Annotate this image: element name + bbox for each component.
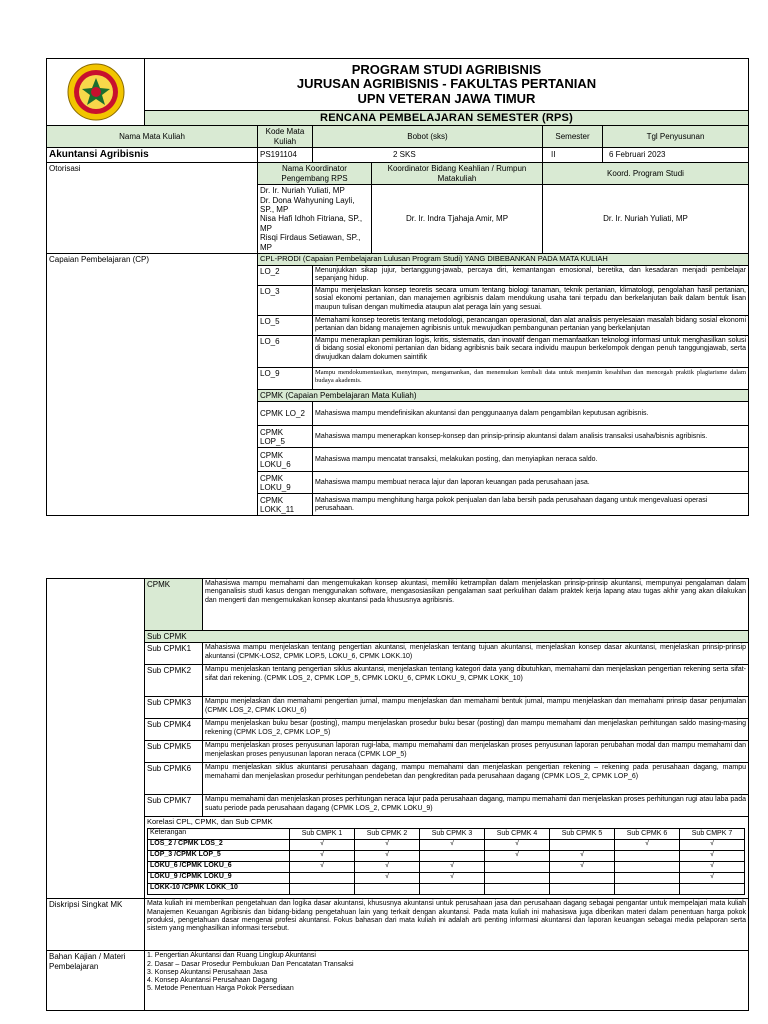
col-tgl-header: Tgl Penyusunan [603, 126, 749, 148]
cpmk-label: CPMK [145, 579, 203, 631]
sub-cpmk-code: Sub CPMK2 [145, 665, 203, 697]
korelasi-cell [145, 817, 749, 899]
cpl-code: LO_9 [258, 368, 313, 390]
cpl-code: LO_6 [258, 336, 313, 368]
cpl-code: LO_3 [258, 286, 313, 316]
korelasi-header: Keterangan [148, 829, 290, 840]
cpmk-text: Mahasiswa mampu menerapkan konsep-konsep dan prinsip-prinsip akuntansi dalam analisis transaksi usaha/bisnis agribisnis. [313, 426, 749, 448]
sub-cpmk-code: Sub CPMK3 [145, 697, 203, 719]
check-mark [615, 884, 680, 895]
cp-label: Capaian Pembelajaran (CP) [47, 254, 258, 516]
check-mark: √ [550, 851, 615, 862]
check-mark: √ [355, 851, 420, 862]
check-mark: √ [680, 862, 745, 873]
korelasi-row-label: LOKK-10 /CPMK LOKK_10 [148, 884, 290, 895]
bahan-item: 2. Dasar – Dasar Prosedur Pembukuan Dan Pencatatan Transaksi [147, 960, 354, 968]
pengembang-name: Nisa Hafi Idhoh Fitriana, SP., MP [260, 214, 363, 233]
check-mark: √ [420, 873, 485, 884]
prodi-name: Dr. Ir. Nuriah Yuliati, MP [543, 185, 749, 254]
korelasi-header: Sub CPMK 5 [550, 829, 615, 840]
pengembang-header: Nama Koordinator Pengembang RPS [258, 163, 372, 185]
col-kode-header: Kode Mata Kuliah [258, 126, 313, 148]
otorisasi-label: Otorisasi [47, 163, 258, 254]
check-mark [355, 884, 420, 895]
bahan-item: 1. Pengertian Akuntansi dan Ruang Lingkup Akuntansi [147, 952, 316, 960]
check-mark: √ [290, 862, 355, 873]
check-mark: √ [290, 840, 355, 851]
pengembang-names [258, 185, 372, 254]
check-mark [420, 884, 485, 895]
course-code: PS191104 [258, 148, 313, 163]
korelasi-row-label: LOS_2 / CPMK LOS_2 [148, 840, 290, 851]
check-mark: √ [680, 873, 745, 884]
korelasi-header: Sub CPMK 6 [615, 829, 680, 840]
sub-cpmk-code: Sub CPMK1 [145, 643, 203, 665]
check-mark [550, 873, 615, 884]
course-sks: 2 SKS [313, 148, 543, 163]
sub-cpmk-code: Sub CPMK4 [145, 719, 203, 741]
bahan-item: 4. Konsep Akuntansi Perusahaan Dagang [147, 977, 277, 985]
cpmk-text: Mahasiswa mampu mencatat transaksi, melakukan posting, dan menyiapkan neraca saldo. [313, 448, 749, 472]
sub-cpmk-text: Mampu menjelaskan tentang pengertian siklus akuntansi, menjelaskan tentang kategori data yang dibutuhkan, memahami dan menjelaskan pengertian rekening serta sifat-sifat dari rekening. (CPMK LOS_2, CPMK LOP_5, CPMK LOKU_6, CPMK LOKU_9, CPMK LOKK_10) [203, 665, 749, 697]
check-mark [680, 884, 745, 895]
check-mark: √ [420, 840, 485, 851]
check-mark: √ [680, 840, 745, 851]
cpl-header: CPL-PRODI (Capaian Pembelajaran Lulusan Program Studi) YANG DIBEBANKAN PADA MATA KULIAH [258, 254, 749, 266]
sub-cpmk-code: Sub CPMK6 [145, 763, 203, 795]
check-mark [290, 873, 355, 884]
check-mark [290, 884, 355, 895]
deskripsi-label: Diskripsi Singkat MK [47, 899, 145, 951]
check-mark [550, 840, 615, 851]
cpl-code: LO_2 [258, 266, 313, 286]
korelasi-table [147, 828, 745, 895]
title-line-2: JURUSAN AGRIBISNIS - FAKULTAS PERTANIAN [296, 76, 597, 92]
check-mark: √ [355, 840, 420, 851]
col-semester-header: Semester [543, 126, 603, 148]
check-mark [615, 873, 680, 884]
check-mark [420, 851, 485, 862]
check-mark: √ [680, 851, 745, 862]
program-title [145, 59, 749, 111]
check-mark [485, 884, 550, 895]
title-line-1: PROGRAM STUDI AGRIBISNIS [351, 61, 542, 77]
cpmk-text: Mahasiswa mampu mendefinisikan akuntansi dan penggunaanya dalam pengambilan keputusan agribisnis. [313, 402, 749, 426]
korelasi-title: Korelasi CPL, CPMK, dan Sub CPMK [147, 817, 273, 827]
course-name: Akuntansi Agribisnis [47, 148, 258, 163]
course-semester: II [543, 148, 603, 163]
pengembang-name: Risqi Firdaus Setiawan, SP., MP [260, 233, 361, 252]
cpmk-code: CPMK LOKK_11 [258, 494, 313, 516]
check-mark: √ [420, 862, 485, 873]
cpl-text: Mampu menjelaskan konsep teoretis secara umum tentang biologi tanaman, teknik pertanian, klimatologi, pengolahan hasil pertanian, sosial ekonomi pertanian, dan manajemen agribisnis dalam mendukung usaha tani terpadu dan berkelanjutan baik dalam bentuk lisan maupun tulisan dengan multimedia ataupun alat peraga lain yang sesuai. [313, 286, 749, 316]
cpmk-code: CPMK LOP_5 [258, 426, 313, 448]
prodi-header: Koord. Program Studi [543, 163, 749, 185]
check-mark: √ [355, 873, 420, 884]
cpl-text: Memahami konsep teoretis tentang metodologi, perancangan operasional, dan alat analisis penyelesaian masalah bidang sosial ekonomi pertanian dan bidang manajemen agribisnis untuk mewujudkan pembangunan pertanian yang berkelanjutan [313, 316, 749, 336]
korelasi-row-label: LOP_3 /CPMK LOP_5 [148, 851, 290, 862]
logo-cell [47, 59, 145, 126]
title-line-3: UPN VETERAN JAWA TIMUR [357, 90, 536, 106]
col-bobot-header: Bobot (sks) [313, 126, 543, 148]
cpmk-text: Mahasiswa mampu membuat neraca lajur dan laporan keuangan pada perusahaan jasa. [313, 472, 749, 494]
sub-cpmk-text: Mahasiswa mampu menjelaskan tentang pengertian akuntansi, menjelaskan tentang tujuan akuntansi, menjelaskan konsep dasar akuntansi, menjelaskan prinsip-prinsip akuntansi (CPMK-LOS2, CPMK LOP.5, LOKU_6, CPMK LOKK.10) [203, 643, 749, 665]
bidang-header: Koordinator Bidang Keahlian / Rumpun Matakuliah [372, 163, 543, 185]
cpl-text: Menunjukkan sikap jujur, bertanggung-jawab, percaya diri, kemantangan emosional, beretika, dan kesadaran menjadi pembelajar sepanjang hidup. [313, 266, 749, 286]
deskripsi-text: Mata kuliah ini memberikan pengetahuan dan logika dasar akuntansi, khususnya akuntansi untuk perusahaan jasa dan perusahaan dagang sebagai pengantar untuk mempelajari mata kuliah Manajemen Keuangan Agribisnis dan bidang-bidang pengetahuan lain yang terkait dengan akuntansi. Pada mata kuliah ini mahasiswa juga diberikan materi dalam penentuan harga pokok produksi, pengetahuan dasar mengenai profesi akuntansi. Fokus bahasan dari mata kuliah ini adalah arti penting informasi akuntansi dan laporan keuangan sebagai media pelaporan serta sistem yang menghasilkan informasi tersebut. [145, 899, 749, 951]
bahan-item: 3. Konsep Akuntansi Perusahaan Jasa [147, 968, 268, 976]
cpmk-code: CPMK LOKU_6 [258, 448, 313, 472]
col-nama-header: Nama Mata Kuliah [47, 126, 258, 148]
cpmk-code: CPMK LOKU_9 [258, 472, 313, 494]
blank-left-column [47, 579, 145, 899]
sub-cpmk-text: Mampu menjelaskan buku besar (posting), mampu menjelaskan prosedur buku besar (posting) dan mampu memahami dan menjelaskan perhitungan saldo masing-masing rekening (CPMK LOS_2, CPMK LOP_5) [203, 719, 749, 741]
rps-subtitle: RENCANA PEMBELAJARAN SEMESTER (RPS) [145, 111, 749, 126]
rps-header-table [46, 58, 749, 516]
sub-cpmk-header: Sub CPMK [145, 631, 749, 643]
course-date: 6 Februari 2023 [603, 148, 749, 163]
korelasi-header: Sub CMPK 1 [290, 829, 355, 840]
korelasi-header: Sub CPMK 3 [420, 829, 485, 840]
cpl-text: Mampu mendokumentasikan, menyimpan, mengamankan, dan menemukan kembali data untuk menjamin kesahihan dan mencegah praktik plagiarisme dalam budaya akademis. [313, 368, 749, 390]
rps-page2-table [46, 578, 749, 1011]
bidang-name: Dr. Ir. Indra Tjahaja Amir, MP [372, 185, 543, 254]
sub-cpmk-code: Sub CPMK5 [145, 741, 203, 763]
korelasi-row-label: LOKU_9 /CPMK LOKU_9 [148, 873, 290, 884]
pengembang-name: Dr. Ir. Nuriah Yuliati, MP [260, 186, 345, 196]
bahan-item: 5. Metode Penentuan Harga Pokok Persediaan [147, 985, 294, 993]
bahan-label: Bahan Kajian / Materi Pembelajaran [47, 951, 145, 1011]
cpmk-header: CPMK (Capaian Pembelajaran Mata Kuliah) [258, 390, 749, 402]
korelasi-header: Sub CPMK 2 [355, 829, 420, 840]
check-mark: √ [615, 840, 680, 851]
sub-cpmk-text: Mampu menjelaskan siklus akuntansi perusahaan dagang, mampu memahami dan menjelaskan pengertian rekening – rekening pada perusahaan dagang, mampu memahami dan menjelaskan prosedur perhitungan pendebetan dan pengkreditan pada perusahaan dagang (CPMK LOS_2, CPMK LOP_6) [203, 763, 749, 795]
pengembang-name: Dr. Dona Wahyuning Layli, SP., MP [260, 195, 355, 214]
sub-cpmk-text: Mampu memahami dan menjelaskan proses perhitungan neraca lajur pada perusahaan dagang, mampu memahami dan menjelaskan proses perhitungan rugi atau laba pada suatu periode pada perusahaan dagang (CPMK LOS_2, CPMK LOKU_9) [203, 795, 749, 817]
check-mark: √ [550, 862, 615, 873]
korelasi-header: Sub CMPK 7 [680, 829, 745, 840]
sub-cpmk-code: Sub CPMK7 [145, 795, 203, 817]
bahan-list [145, 951, 749, 1011]
check-mark: √ [485, 840, 550, 851]
sub-cpmk-text: Mampu menjelaskan proses penyusunan laporan rugi-laba, mampu memahami dan menjelaskan proses penyusunan laporan perubahan modal dan mampu memahami dan menjelaskan proses penyusunan laporan neraca (CPMK LOP_5) [203, 741, 749, 763]
korelasi-row-label: LOKU_6 /CPMK LOKU_6 [148, 862, 290, 873]
check-mark [485, 873, 550, 884]
cpl-text: Mampu menerapkan pemikiran logis, kritis, sistematis, dan inovatif dengan memanfaatkan teknologi informasi untuk menghasilkan solusi di bidang sosial ekonomi pertanian dan bidang agribisnis baik secara individu maupun berkelompok dengan penuh tanggungjawab, serta diwujudkan dalam dokumen saintifik [313, 336, 749, 368]
cpmk-code: CPMK LO_2 [258, 402, 313, 426]
check-mark [550, 884, 615, 895]
check-mark: √ [485, 851, 550, 862]
sub-cpmk-text: Mampu menjelaskan dan memahami pengertian jurnal, mampu menjelaskan dan memahami bentuk jurnal, mampu menjelaskan dan memahami prinsip dasar penjumalan (CPMK LOS_2, CPMK LOKU_6) [203, 697, 749, 719]
university-logo-icon [66, 62, 126, 122]
cpl-code: LO_5 [258, 316, 313, 336]
check-mark [485, 862, 550, 873]
check-mark [615, 862, 680, 873]
cpmk-text: Mahasiswa mampu menghitung harga pokok penjualan dan laba bersih pada perusahaan dagang untuk mengevaluasi operasi perusahaan. [313, 494, 749, 516]
korelasi-header: Sub CPMK 4 [485, 829, 550, 840]
check-mark [615, 851, 680, 862]
check-mark: √ [355, 862, 420, 873]
check-mark: √ [290, 851, 355, 862]
cpmk-summary: Mahasiswa mampu memahami dan mengemukakan konsep akuntasi, memiliki ketrampilan dalam menjelaskan prinsip-prinsip akuntansi, mempunyai pengalaman dalam menganalisis studi kasus dengan menggunakan software, mengasosiasikan pengalaman saat perkulihan dalam praktek kerja lapang atau tugas akhir yang akan dilakukan dan mengerti dan mengemukakan konsep akuntansi pada khususnya agribisnis. [203, 579, 749, 631]
